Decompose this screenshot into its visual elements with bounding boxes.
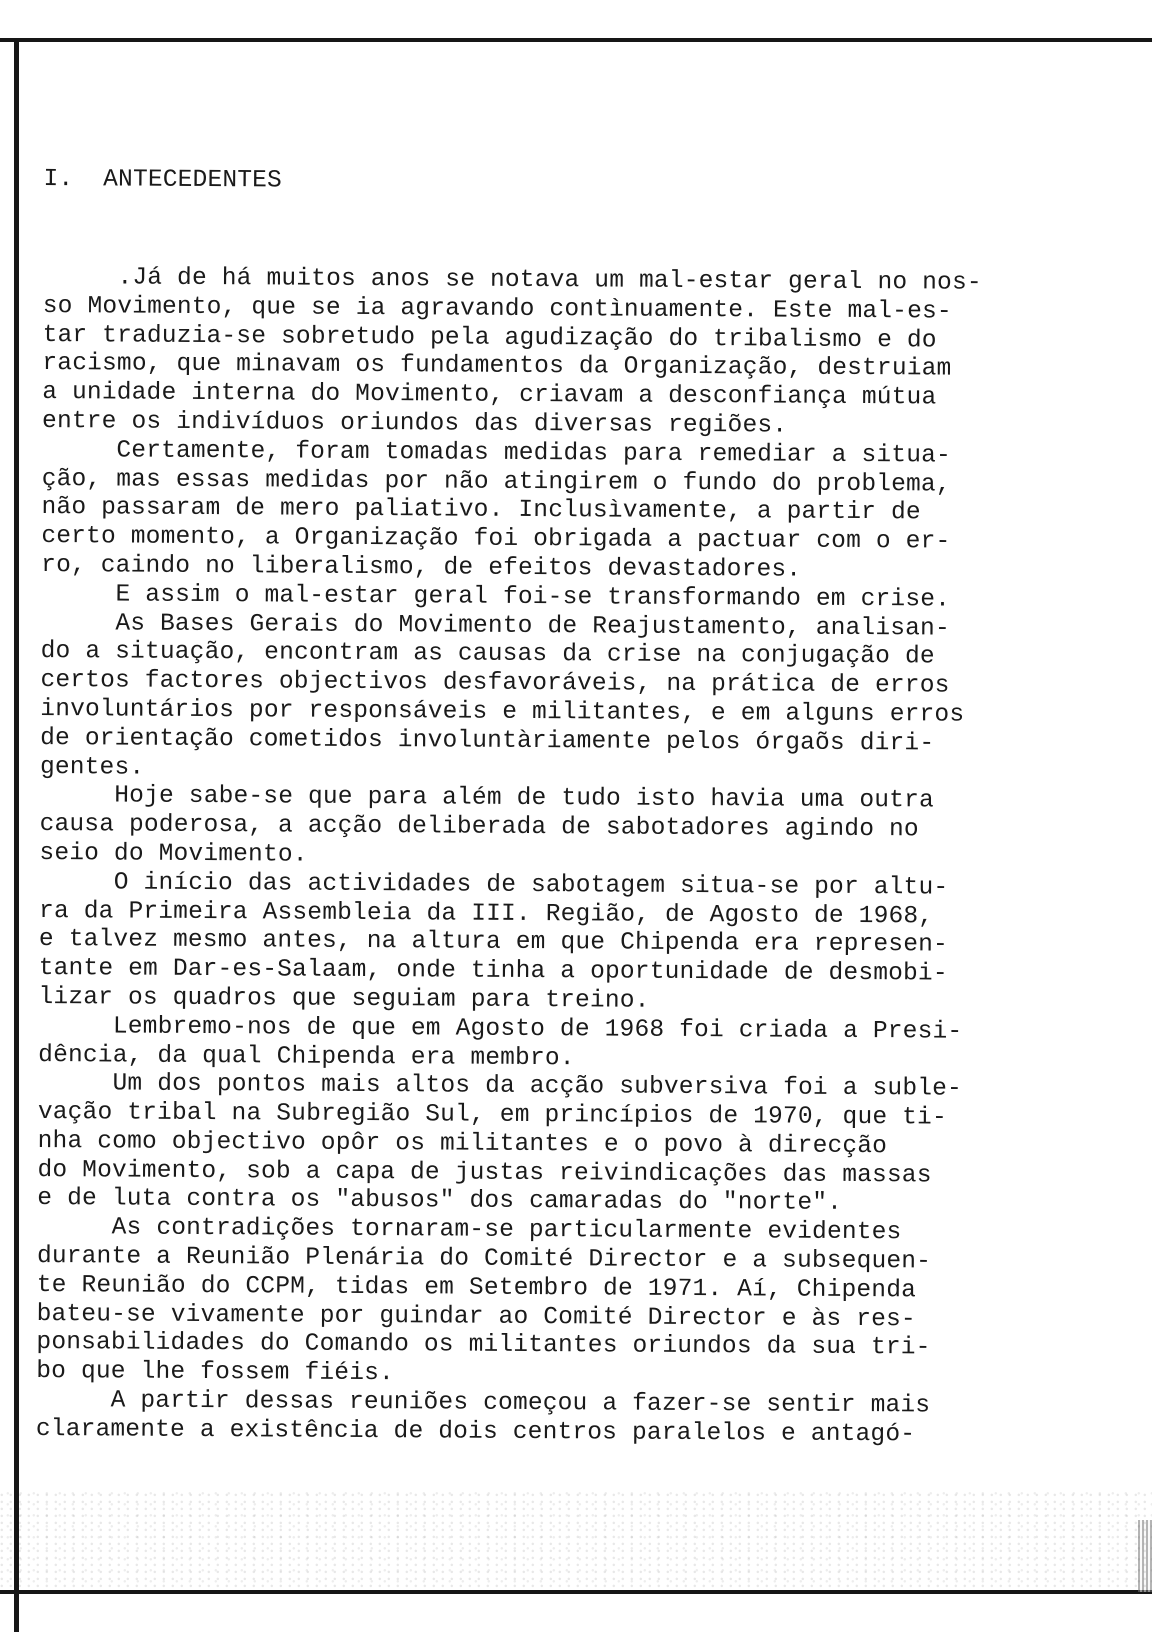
text-line: A partir dessas reuniões começou a fazer-se sentir mais: [36, 1387, 931, 1420]
text-line: E assim o mal-estar geral foi-se transformando em crise.: [40, 580, 951, 614]
text-line: ponsabilidades do Comando os militantes oriundos da sua tri-: [36, 1329, 931, 1362]
top-border-line: [0, 38, 1152, 42]
text-line: seio do Movimento.: [39, 839, 308, 869]
text-line: certos factores objectivos desfavoráveis, na prática de erros: [40, 667, 950, 700]
text-line: e de luta contra os "abusos" dos camaradas do "norte".: [37, 1185, 843, 1218]
text-line: Certamente, foram tomadas medidas para remediar a situa-: [41, 436, 952, 470]
text-line: certo momento, a Organização foi obrigada a pactuar com o er-: [41, 523, 951, 556]
text-line: de orientação cometidos involuntàriamente pelos órgaõs diri-: [40, 724, 935, 758]
text-line: causa poderosa, a acção deliberada de sabotadores agindo no: [39, 811, 919, 844]
text-line: ro, caindo no liberalismo, de efeitos devastadores.: [41, 551, 802, 584]
text-line: lizar os quadros que seguiam para treino.: [38, 983, 650, 1015]
text-line: entre os indivíduos oriundos das diversas regiões.: [42, 407, 788, 440]
text-line: involuntários por responsáveis e militantes, e em alguns erros: [40, 695, 965, 729]
text-line: Lembremo-nos de que em Agosto de 1968 foi criada a Presi-: [38, 1012, 963, 1046]
text-line: claramente a existência de dois centros paralelos e antagó-: [35, 1415, 916, 1449]
text-line: tante em Dar-es-Salaam, onde tinha a oportunidade de desmobi-: [38, 955, 948, 988]
document-body: [35, 108, 1093, 1509]
text-line: durante a Reunião Plenária do Comité Director e a subsequen-: [36, 1243, 932, 1276]
text-line: racismo, que minavam os fundamentos da Organização, destruiam: [42, 350, 952, 383]
text-line: Um dos pontos mais altos da acção subversiva foi a suble-: [37, 1070, 963, 1103]
paragraph-lines: [36, 264, 1093, 1451]
text-line: do a situação, encontram as causas da crise na conjugação de: [40, 638, 935, 671]
text-line: tar traduzia-se sobretudo pela agudização do tribalismo e do: [42, 321, 937, 355]
text-line: dência, da qual Chipenda era membro.: [38, 1041, 575, 1072]
text-line: vação tribal na Subregião Sul, em princípios de 1970, que ti-: [37, 1099, 947, 1132]
text-line: .Já de há muitos anos se notava um mal-estar geral no nos-: [42, 263, 982, 297]
text-line: nha como objectivo opôr os militantes e o povo à direcção: [37, 1127, 888, 1161]
text-line: As contradições tornaram-se particularmente evidentes: [37, 1214, 902, 1247]
text-line: te Reunião do CCPM, tidas em Setembro de 1971. Aí, Chipenda: [36, 1271, 917, 1305]
text-line: so Movimento, que se ia agravando contìnuamente. Este mal-es-: [42, 292, 952, 326]
text-line: O início das actividades de sabotagem situa-se por altu-: [39, 868, 949, 902]
text-line: Hoje sabe-se que para além de tudo isto havia uma outra: [39, 782, 935, 815]
text-line: bo que lhe fossem fiéis.: [36, 1358, 395, 1388]
text-line: bateu-se vivamente por guindar ao Comité Director e às res-: [36, 1300, 916, 1334]
text-line: do Movimento, sob a capa de justas reivindicações das massas: [37, 1156, 932, 1190]
section-heading: I. ANTECEDENTES: [43, 165, 283, 195]
text-line: e talvez mesmo antes, na altura em que Chipenda era represen-: [38, 926, 949, 959]
left-border-line: [14, 38, 19, 1632]
text-line: não passaram de mero paliativo. Inclusìvamente, a partir de: [41, 494, 921, 527]
text-line: As Bases Gerais do Movimento de Reajustamento, analisan-: [40, 609, 950, 643]
text-line: a unidade interna do Movimento, criavam a desconfiança mútua: [42, 379, 937, 412]
text-line: gentes.: [39, 753, 145, 782]
text-line: ra da Primeira Assembleia da III. Região, de Agosto de 1968,: [39, 897, 934, 930]
text-line: ção, mas essas medidas por não atingirem o fundo do problema,: [41, 465, 951, 499]
bottom-border-line: [0, 1590, 1152, 1594]
